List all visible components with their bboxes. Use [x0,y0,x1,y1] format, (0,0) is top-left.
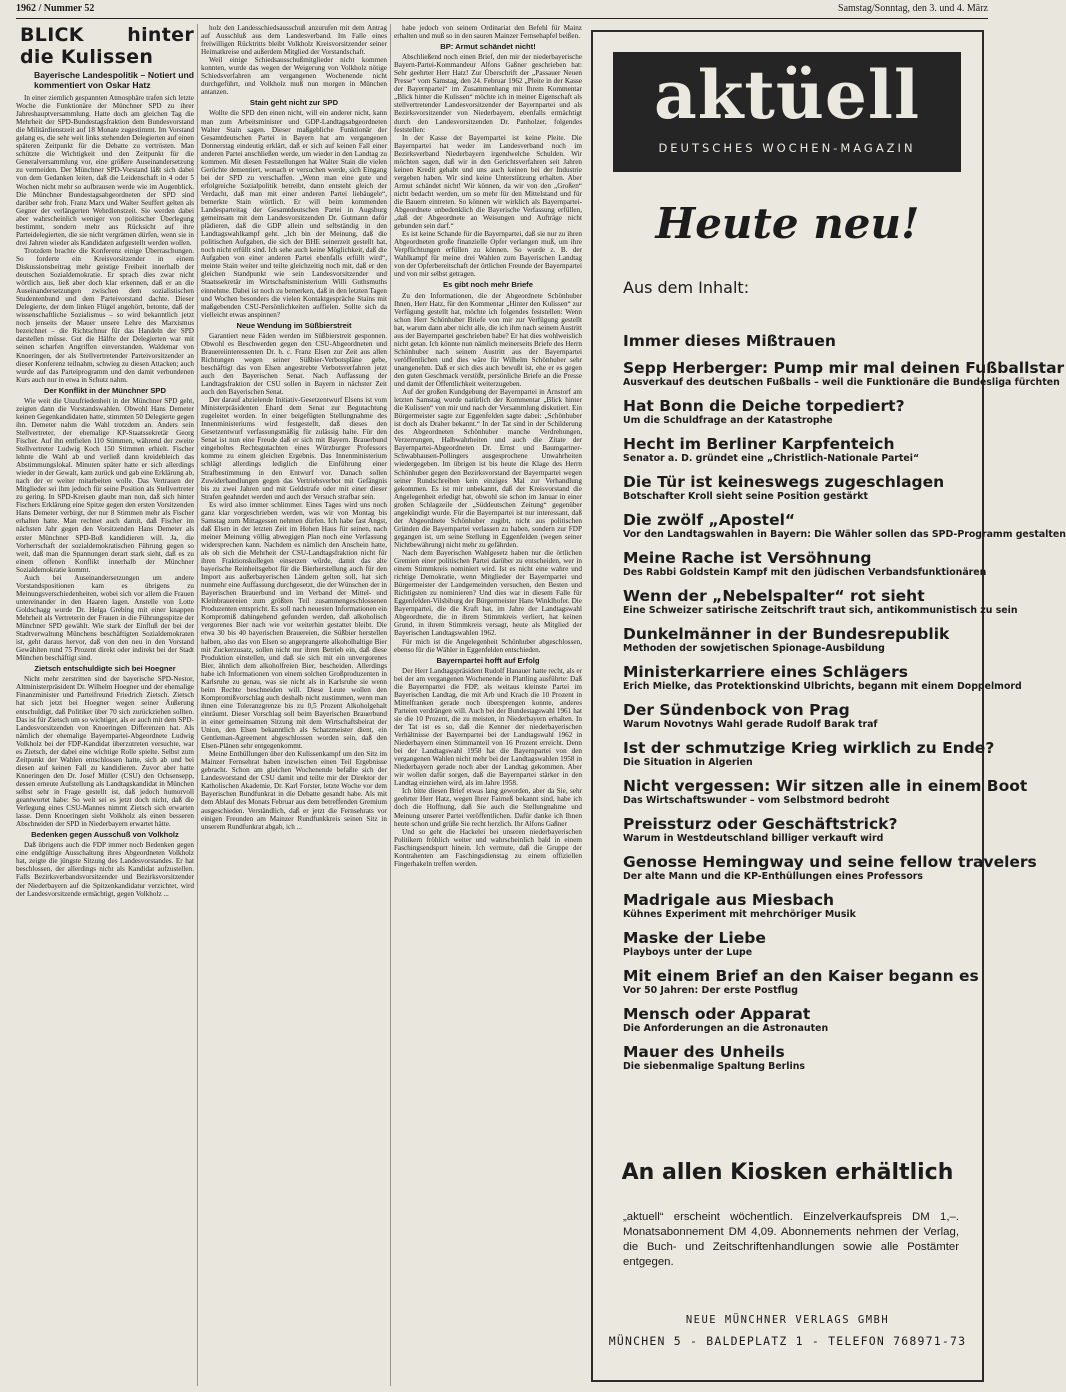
subscription-note: „aktuell“ erscheint wöchentlich. Einzelverkaufspreis DM 1,–. Monatsabonnement DM 4,09. Abonnements nehmen der Verlag, die Buch- und Zeitschriftenhandlungen sowie alle Postämter entgegen. [623,1211,959,1268]
article-paragraph: Wollte die SPD den einen nicht, will ein anderer nicht, kann man zum Arbeitsminister und GDP-Landtagsabgeordneten Walter Stain sagen. Dieser maßgebliche Funktionär der Gesamtdeutschen Partei in Bayern hat am vergangenen Donnerstag eindeutig erklärt, daß er sich auf keinen Fall einer anderen Partei anschließen werde, um wieder in den Landtag zu kommen. Mit diesen Feststellungen hat Walter Stain die vielen Gerüchte dementiert, wonach er versuchen werde, sich Eingang bei der SPD zu verschaffen. „Wenn man eine gute und erfolgreiche Sozialpolitik betreibt, dann entsteht gleich der Verdacht, daß man mit einer anderen Partei liebäugele“, bemerkte Stain wörtlich. Er will beim kommenden Landesparteitag der Gesamtdeutschen Partei in Augsburg gemeinsam mit dem Landesvorsitzenden Dr. Gutmann dafür plädieren, daß die GDP allein und selbständig in den Landtagswahlkampf geht. „Ich bin der Meinung, daß die politischen Aufgaben, die sich der BHE seinerzeit gestellt hat, noch nicht erfüllt sind. Ich sehe auch keine Möglichkeit, daß die Aufgaben von einer anderen Partei ebenfalls erfüllt wird“, meinte Stain weiter und teilte gleichzeitig noch mit, daß er den gleichen Standpunkt wie sein Landesvorsitzender und Staatssekretär im Wirtschaftsministerium Willi Guthsmuths einnehme. Dabei ist noch zu bemerken, daß in den letzten Tagen und Wochen besonders die vielen Kontaktgespräche Stains mit maßgebenden CSU-Persönlichkeiten auffielen. Sollte sich da vielleicht etwas anspinnen? [201,109,387,319]
contents-label: Aus dem Inhalt: [623,278,750,297]
issue-date: Samstag/Sonntag, den 3. und 4. März [838,3,988,14]
contents-item-subtitle: Die Anforderungen an die Astronauten [623,1023,829,1034]
contents-item [623,473,975,502]
article-column-1 [16,24,194,1386]
article-paragraph: Und so geht die Hackelei bei unseren niederbayerischen Politikern fröhlich weiter und wahrscheinlich bald in einem Faschingsendspurt hinein. Ich vermute, daß die Gruppe der Kontrahenten am Faschingsdienstag zu einem offiziellen Fingerhakeln treffen werden. [394,827,582,868]
contents-item-title: Dunkelmänner in der Bundesrepublik [623,625,950,643]
contents-item [623,967,979,996]
contents-item-subtitle: Warum Novotnys Wahl gerade Rudolf Barak traf [623,719,878,730]
contents-item-title: Ministerkarriere eines Schlägers [623,663,908,681]
magazine-logo: aktüell [653,56,921,134]
article-paragraph: In einer ziemlich gespannten Atmosphäre trafen sich letzte Woche die Funktionäre der Münchner SPD zu ihrer Jahreshauptversammlung. Hatte doch am gleichen Tag die Mehrheit der SPD-Bundestagsfraktion dem Bundesvorstand die Militärdienstzeit auf 18 Monate zugestimmt. Im Vorstand gelang es, die sehr weit links stehenden Delegierten auf einen späteren Zeitpunkt für die Debatte zu vertrösten. Man schützte die Wichtigkeit und den Zeitpunkt für die Generalversammlung vor, eine größere Auseinandersetzung zu vermeiden. Der Münchner SPD-Vorstand läßt sich dabei von dem Gedanken leiten, daß die Leidenschaft in 4 oder 5 Wochen nicht mehr so aufbrausen werde wie im Augenblick. Die Münchner Bundestagsabgeordneten der SPD sind darüber sehr froh. Franz Marx und Walter Seuffert gelten als Gegner der verlängerten Wehrdienstzeit. Sie werden dabei aber wahrscheinlich weniger von politischer Überlegung bestimmt, sondern mehr aus Rücksicht auf ihre Parteidelegierten, die sie nicht vergrämen dürfen, wenn sie in drei Jahren wieder als Kandidaten aufgestellt werden wollen. [16,94,194,247]
page-header [16,2,988,19]
contents-item [623,663,1022,692]
article-paragraph: Es wird also immer schlimmer. Eines Tages wird uns noch ganz klar vorgeschrieben werden, was wir von Montag bis Samstag zum Mittagessen nehmen dürfen. Ich habe fast Angst, daß Elsen in der letzten Zeit im Hohen Haus für seinen, nach meiner Meinung völlig abwegigen Plan noch eine Verfassung widersprechen kann. Nachdem es nämlich den Anschein hatte, als ob sich die Mehrheit der CSU-Landtagsfraktion nicht für ihren Fraktionskollegen einsetzen würde, damit das alte bayerische Reinheitsgebot für die Bierherstellung auch für den Import aus außerbayerischen Ländern gelten soll, hat sich nunmehr eine Auffassung durchgesetzt, die der Wünschen der in Bayerischen Brauerbund und im Verband der Mittel- und Kleinbrauereien zum größten Teil zusammengeschlossenen Produzenten entspricht. Es soll nach neuesten Informationen ein Kompromiß dahingehend gefunden werden, daß alkoholisch vergorenes Bier nach wie vor weiterhin gestattet bleibt. Die etwa 30 bis 40 bayerischen Brauereien, die Süßbier herstellen halben, also das von Elsen so angeprangerte alkoholhaltige Bier mit Zuckerzusatz, sollen nicht nur ihren Betrieb ein, daß diese Produktion einstellen, und daß sie sich mit ein unvergorenes Bier, ähnlich dem alkoholfreien Bier, bescheiden. Allerdings habe ich Informationen von einem solchen Großproduzenten in Karlsruhe zu genau, was sie nicht als in Karlsruhe sie wenn beim Rechte beschneiden will. Diese Leute wollen den Kompromißvorschlag auch deshalb nicht zustimmen, wenn man ihnen eine Toleranzgrenze bis zu 0,5 Prozent Alkoholgehalt einräumt. Dieser Vorschlag soll beim Bayerischen Brauerbund in einer gemeinsamen Sitzung mit dem Wirtschaftsbeirat der Union, den Elsen bekanntlich als Schatzmeister dient, ein Gentleman-Agreement abgeschlossen worden sein, daß den Elsen-Plänen sehr entgegenkommt. [201,500,387,751]
article-paragraph: Wie weit die Unzufriedenheit in der Münchner SPD geht, zeigten dann die Vorstandswahlen. Obwohl Hans Demeter keinen Gegenkandidaten hatte, stimmten 50 Delegierte gegen ihn. Demeter nahm die Wahl trotzdem an. Anders sein Stellvertreter, der ehemalige KP-Staatssekretär Georg Fischer. Auf ihn entfielen 110 Stimmen, während der zweite Stellvertreter Ludwig Koch 150 Stimmen erhielt. Fischer lehnte die Wahl ab und verließ dann kreidebleich das Abstimmungslokal. Minuten später hatte er sich allerdings wieder in der Gewalt, kam zurück und gab eine Erklärung ab, nach der er weiter mitarbeiten wolle. Das Vertrauen der Mitglieder sei ihm jedoch für seine Position als Stellvertreter zu gering. In SPD-Kreisen glaubt man nun, daß sich hinter Fischers Erklärung eine Spitze gegen den ersten Vorsitzenden Hans Demeter verbirgt, der nur 8 Stimmen mehr als Fischer erhalten hatte. Man rechnet auch damit, daß Fischer im nächsten Jahr gegen den Vorsitzenden Hans Demeter als erster Münchner SPD-Boß kandidieren will. Ja, die Vorherrschaft der sozialdemokratischen Führung gegen so weit, daß man die Spannungen derart stark sieht, daß es zu einem offenen Konflikt innerhalb der Münchner Sozialdemokratie kommt. [16,396,194,574]
contents-item-subtitle: Senator a. D. gründet eine „Christlich-Nationale Partei“ [623,453,920,464]
article-paragraph: Ich bitte diesen Brief etwas lang geworden, aber da Sie, sehr geehrter Herr Hatz, wegen Ihrer Fairneß bekannt sind, habe ich doch die Hoffnung, daß Sie auch die Stellungnahme und Meinung unserer Partei veröffentlichen. Dafür danke ich Ihnen heute schon und grüße Sie recht herzlich. Ihr Alfons Gaßner [394,787,582,828]
article-paragraph: Auch bei Auseinandersetzungen um andere Vorstandspositionen kam es übrigens zu Meinungsverschiedenheiten, wobei sich vor allem die Frauen untereinander in den Haaren lagen. Anstelle von Lotte Goldschagg wurde Dr. Helga Grebing mit einer knappen Mehrheit als Vertreterin der Frauen in die Führungsspitze der Münchner SPD gewählt. Wie stark der Einfluß der bei der Stadtverwaltung Münchens beschäftigten Sozialdemokraten ist, geht daraus hervor, daß von den neu in den Vorstand Gewählten rund 75 Prozent direkt oder indirekt bei der Stadt München beschäftigt sind. [16,573,194,663]
article-title: BLICK hinter die Kulissen [20,24,194,68]
article-paragraph: Garantiert neue Fäden werden im Süßbierstreit gesponnen. Obwohl es Beschwerden gegen den CSU-Abgeordneten und Brauereiinteressenten Dr. h. c. Franz Elsen zur Zeit aus allen Richtungen wegen seiner Süßbier-Verbotspläne gebe, beschäftigt das von Elsen angestrebte Verbotsverfahren jetzt auch den Bayerischen Senat. Nach Auffassung der Landtagsfraktion der CSU sollen in Bayern in nächster Zeit auch den Bayerischen Senat. [201,331,387,397]
contents-item-title: Maske der Liebe [623,929,766,947]
contents-item-subtitle: Vor 50 Jahren: Der erste Postflug [623,985,798,996]
section-heading: Bedenken gegen Ausschuß von Volkholz [31,830,179,840]
article-paragraph: holz den Landesschiedsausschuß anzurufen mit dem Antrag auf Ausschluß aus dem Landesverband. Im Falle eines freiwilligen Rücktritts bleibt Volkholz Kreisvorsitzender seiner Heimatkreise und außerdem Mitglied der Vorstandschaft. [201,24,387,57]
contents-item [623,359,1065,388]
publisher-name: NEUE MÜNCHNER VERLAGS GMBH [685,1314,890,1326]
article-paragraph: Weil einige Schiedsausschußmitglieder nicht kommen konnten, wurde das wegen der Weigerung von Volkholz nötige Schiedsverfahren am vergangenen Wochenende nicht durchgeführt, und Volkholz muß nun morgen in München antanzen. [201,56,387,97]
contents-item [623,815,975,844]
article-paragraph: Nicht mehr zerstritten sind der bayerische SPD-Nestor, Altministerpräsident Dr. Wilhelm Hoegner und der ehemalige Finanzminister und Parteifreund Friedrich Zietsch. Zietsch hat sich jetzt bei Hoegner wegen seiner Äußerung entschuldigt, daß Politiker über 70 sich zurückziehen sollten. Das ist für Zietsch um so wichtiger, als er auch mit dem SPD-Landesvorsitzenden von Knoeringen Differenzen hat. Als nämlich der ehemalige Bayernpartei-Abgeordnete Ludwig Volkholz bei der FDP-Kandidat überzutreten versuchte, war es Zietsch, der dabei eine wichtige Rolle spielte. Selbst zum Zeitpunkt der Wahlen entschlossen hatte, sich ab und bei diesen auf keinen Fall zu kandidieren. Zuvor aber hatte Knoeringen den Dr. Josef Müller (CSU) den Ochsensepp, dessen erneute Aufstellung als Landtagskandidat in München selbst sehr in Frage gestellt ist, daß jedoch humorvoll geantwortet habe: So weit sei es jetzt doch nicht, daß die Verlegung eines CSU-Mannes nimmt Zietsch sich erwarten lasse. Denn Knoeringen sieht Volkholz als einen besseren Abschneiden der SPD in Niederbayern erwartet hätte. [16,675,194,829]
contents-item [623,549,987,578]
article-paragraph: Zu den Informationen, die der Abgeordnete Schönhuber Ihnen, Herr Hatz, für den Kommentar „Hinter den Kulissen“ zur Verfügung gestellt hat, möchte ich folgendes feststellen: Wenn schon Herr Schönhuber Briefe von mir zur Verfügung gestellt hat, warum dann aber nicht alle, die ich ihm nach seinem Austritt aus der Bayernpartei geschrieben habe? Er hat dies wohlweislich nicht getan. Ich könnte nun nämlich meinerseits Briefe des Herrn Schönhuber nach seinem Austritt aus der Bayernpartei veröffentlichen und dies wäre für Wilhelm Schönhuber sehr unangenehm. Daß er sich dies auch bewußt ist, ehe er es gegen den guten Geschmack verstößt, persönliche Briefe an die Presse und damit der Öffentlichkeit weiterzugeben. [394,291,582,389]
contents-item-title: Preissturz oder Geschäftstrick? [623,815,898,833]
article-paragraph: In der Kasse der Bayernpartei ist keine Pleite. Die Bayernpartei hat weder im Landesverband noch im Bezirksverband Niederbayern irgendwelche Schulden. Wir möchten sagen, daß wir in den Gerichtsverfahren seit Jahren keinen Kredit gehabt und uns auch keinen bei der Industrie vergeben haben. Wir sind keine Unterstützung erhalten. Aber Armut schändet nicht! Wir können, da wir von den „Großen“ nicht bedacht werden, um so mehr für den Mittelstand und für die Bauern eintreten. So können wir wirklich als Bayernpartei-Abgeordnete unbedenklich die Bayerische Verfassung erfüllen, „daß der Abgeordnete an Weisungen und Aufträge nicht gebunden sein darf.“ [394,133,582,231]
article-column-2 [201,24,387,1386]
magazine-tagline: DEUTSCHES WOCHEN-MAGAZIN [658,141,916,155]
article-paragraph: Es ist keine Schande für die Bayernpartei, daß sie nur zu ihren Abgeordneten große finanzielle Opfer verlangen muß, um ihre Verpflichtungen erfüllen zu können. So wurde z. B. der Wahlkampf für meine drei Wahlen zum Bayerischen Landtag von der Opferbereitschaft der örtlichen Freunde der Bayernpartei und von mir selbst getragen. [394,230,582,279]
section-heading: Es gibt noch mehr Briefe [443,280,533,290]
section-heading: Der Konflikt in der Münchner SPD [44,385,166,395]
contents-item-subtitle: Des Rabbi Goldstein Kampf mit den jüdischen Verbandsfunktionären [623,567,987,578]
contents-item-title: Die Tür ist keineswegs zugeschlagen [623,473,945,491]
contents-item [623,929,975,958]
contents-item-title: Die zwölf „Apostel“ [623,511,796,529]
article-paragraph: Der darauf abzielende Initiativ-Gesetzentwurf Elsens ist vom Ministerpräsidenten Ehard dem Senat zur Begutachtung zugeleitet worden. In einer beigefügten Stellungnahme des Innenministeriums wird festgestellt, daß dieses den Gesetzentwurf verfassungsmäßig für zulässig halte. Für den Senat ist nun eine Freude daß er sich mit Bayern. Brauerbund eingeholtes Rechtsgutachten eines Würzburger Professors komme zu einem gleichen Ergebnis. Das Innenministerium schlägt allerdings lediglich die Einführung einer Strafbestimmung in den Entwurf vor. Danach sollen Zuwiderhandlungen gegen das Vertriebsverbot mit Gefängnis bis zu zwei Jahren und mit Geldstrafe oder mit einer dieser Strafen geahndet werden und auch der Versuch strafbar sein. [201,396,387,501]
contents-item-subtitle: Playboys unter der Lupe [623,947,753,958]
issue-number: 1962 / Nummer 52 [16,3,95,14]
article-paragraph: Auf der großen Kundgebung der Bayernpartei in Arnstorf am letzten Samstag wurde natürlich der Kommentar „Blick hinter die Kulissen“ von mir und nach der Versammlung diskutiert. Ein Bürgermeister sagte zur Eggenfelden sagte dabei: „Schönhuber ist doch als Draher bekannt.“ In der Tat sind in der Schilderung des Abgeordneten Schönhuber manche Verdrehungen, Verzerrungen, Halbwahrheiten und auch die Zitate der Bayernpartei-Abgeordneten Dr. Ernst und Baumgartner-Schwabhausen-Pollingers ausgesprochene Unwahrheiten wiedergegeben. Im übrigen ist bis heute die Klage des Herrn Schönhuber gegen den Bezirksvorstand der Bayernpartei wegen seiner Rundschreiben kein einziges Mal zur Verhandlung gekommen. Es ist mir unbekannt, daß der Kreisvorstand die Angelegenheit erledigt hat, obwohl sie schon im Januar in einer großen Schlagzeile der „Süddeutschen Zeitung“ gegenüber angekündigt wurde. Für die Bayernpartei ist nur interessant, daß der Abgeordnete Schönhuber zugibt, nicht aus politischen Gründen die Bayernpartei verlassen zu haben, sondern zur FDP gegangen ist, um seine Stellung in Eggenfelden (wegen seiner Nichtbewährung) nicht mehr zu gefährden. [394,388,582,549]
article-subtitle: Bayerische Landespolitik – Notiert und kommentiert von Oskar Hatz [34,70,194,90]
contents-item-subtitle: Erich Mielke, das Protektionskind Ulbrichts, begann mit einem Doppelmord [623,681,1022,692]
section-heading: BP: Armut schändet nicht! [440,42,536,52]
contents-item-title: Ist der schmutzige Krieg wirklich zu Ende? [623,739,995,757]
contents-item [623,701,975,730]
column-rule [197,24,198,1386]
contents-item-subtitle: Kühnes Experiment mit mehrchöriger Musik [623,909,856,920]
magazine-masthead [613,52,961,172]
contents-item [623,511,1066,540]
contents-item-title: Genosse Hemingway und seine fellow travelers [623,853,1037,871]
contents-item-title: Wenn der „Nebelspalter“ rot sieht [623,587,925,605]
section-heading: Bayernpartei hofft auf Erfolg [436,655,540,665]
aktuell-advertisement [591,30,1066,1382]
contents-item-title: Meine Rache ist Versöhnung [623,549,872,567]
article-paragraph: Daß übrigens auch die FDP immer noch Bedenken gegen eine endgültige Ausschaltung ihres Abgeordneten Volkholz hat, zeigte die jüngste Sitzung des Landesvorstandes. Er hat beschlossen, der allerdings nicht als Kandidat aufzustellen. Falls Bezirksverbandsvorsitzender und Bezirksvorsitzender der Niederbayern auf die Spitzenkandidatur verzichtet, wird der Landesvorsitzende ermächtigt, gegen Volkholz ... [16,841,194,898]
contents-item-subtitle: Eine Schweizer satirische Zeitschrift traut sich, antikommunistisch zu sein [623,605,1018,616]
article-paragraph: habe jedoch von seinem Ordinariat den Befehl für Mainz erhalten und muß so in den sauren Mainzer Fernsehapfel beißen. [394,24,582,41]
article-paragraph: Für mich ist die Angelegenheit Schönhuber abgeschlossen, ebenso für die Wähler in Eggenfelden entschieden. [394,637,582,654]
contents-item-subtitle: Die siebenmalige Spaltung Berlins [623,1061,805,1072]
contents-item [623,587,1018,616]
article-column-3 [394,24,582,1386]
contents-item [623,332,975,350]
contents-item-subtitle: Botschafter Kroll sieht seine Position gestärkt [623,491,869,502]
contents-item-title: Mit einem Brief an den Kaiser begann es [623,967,979,985]
article-paragraph: Meine Enthüllungen über den Kulissenkampf um den Sitz im Mainzer Fernsehrat haben inzwischen einen Teil Ergebnisse gebracht. Schon am gleichen Wochenende befaßte sich der Landesvorstand der CSU damit und teilte mir der Direktor der Katholischen Akademie, Dr. Karl Forster, letzte Woche vor dem Bayerischen Rundfunkrat in die Debatte gesandt habe. Als mit dem Ablauf des Monats Februar aus dem betreffenden Gremium ausgeschieden. Verständlich, daß er jetzt die Fernsehrats vor einigen Freunden am Mainzer Rundfunkkreis seinen Sitz in unserem Rundfunkrat abgab, ich ... [201,750,387,831]
contents-item-title: Der Sündenbock von Prag [623,701,850,719]
article-paragraph: Abschließend noch einen Brief, den mir der niederbayerische Bayern-Partei-Kommandeur Alfons Gaßner geschrieben hat: Sehr geehrter Herr Hatz! Zur Überschrift der „Passauer Neuen Presse“ vom Samstag, den 24. Februar 1962 „Pleite in der Kasse der Bayernpartei“ im Zusammenhang mit Ihrem Kommentar „Blick hinter die Kulissen“ möchte ich in meiner Eigenschaft als stellvertretender Landesvorsitzender der Bayernpartei und als Bezirksvorsitzender von Niederbayern, ebenfalls ermächtigt durch den Landesvorsitzenden Dr. Panholzer, folgendes feststellen: [394,53,582,134]
contents-item [623,397,975,426]
contents-item [623,1005,975,1034]
contents-item-title: Sepp Herberger: Pump mir mal deinen Fußballstar [623,359,1065,377]
contents-item [623,777,1028,806]
contents-item-subtitle: Vor den Landtagswahlen in Bayern: Die Wähler sollen das SPD-Programm gestalten [623,529,1066,540]
contents-item [623,739,995,768]
contents-item-title: Mensch oder Apparat [623,1005,811,1023]
publisher-address: MÜNCHEN 5 - BALDEPLATZ 1 - TELEFON 768971-73 [608,1334,967,1348]
contents-item-subtitle: Ausverkauf des deutschen Fußballs – weil die Funktionäre die Bundesliga fürchten [623,377,1060,388]
contents-item-subtitle: Warum in Westdeutschland billiger verkauft wird [623,833,884,844]
kiosk-slogan: An allen Kiosken erhältlich [621,1160,954,1185]
contents-list [623,332,1066,1081]
contents-item-title: Hat Bonn die Deiche torpediert? [623,397,905,415]
article-paragraph: Trotzdem brachte die Konferenz einige Überraschungen. So forderte ein Kreisvorsitzender in einem Diskussionsbeitrag mehr geistige Freiheit innerhalb der deutschen Sozialdemokratie. Er sprach dies zwar nicht wörtlich aus, ließ aber doch klar erkennen, daß er an die Auseinandersetzungen zwischen dem sozialistischen Studentenbund und dem Parteivorstand dachte. Dieser Delegierte, der dem linken Flügel angehört, betonte, daß der wissenschaftliche Sozialismus – so wird bekanntlich jetzt noch jenseits der Mauer unsere Lehre des Marxismus bezeichnet – die Richtschnur für das Handeln der SPD darstellen müsse. Gut die Hälfte der Delegierten war mit seinen scharfen Angriffen einverstanden. Waldemar von Knoeringen, der als Stellvertretender Parteivorsitzender an dieser Konferenz teilnahm, schwieg zu diesen Attacken; auch wurde auf das Parteiprogramm und den damit verbundenen Kurs auch nur in etwa in Schutz nahm. [16,246,194,384]
contents-item-subtitle: Die Situation in Algerien [623,757,753,768]
contents-item [623,853,1037,882]
contents-item-title: Mauer des Unheils [623,1043,785,1061]
ad-headline: Heute neu! [655,199,920,248]
contents-item-subtitle: Der alte Mann und die KP-Enthüllungen eines Professors [623,871,923,882]
contents-item-title: Immer dieses Mißtrauen [623,332,836,350]
article-paragraph: Nach dem Bayerischen Wahlgesetz haben nur die örtlichen Gremien einer politischen Partei darüber zu entscheiden, wer in einem Stimmkreis nominiert wird. Ist es nicht eine wahre und richtige Demokratie, wenn Mitglieder der Bayernpartei und Bürgermeister der Landgemeinden versuchen, den Besten und Richtigsten zu nominieren? Und dies war in diesem Falle für Eggenfelden-Vilsbiburg der Bürgermeister Hans Winklhofer. Die Bayernpartei, die die Kraft hat, im Jahre der Landtagswahl Abgeordnete, die in ihrem Stimmkreis verliert, hat keinen Grund, in ihrem Stimmkreis versagt, heute als Mitglied der Bayerischen Landtagswahlen 1962. [394,549,582,638]
contents-item-title: Nicht vergessen: Wir sitzen alle in einem Boot [623,777,1028,795]
section-heading: Zietsch entschuldigte sich bei Hoegner [34,664,176,674]
contents-item-title: Madrigale aus Miesbach [623,891,835,909]
section-heading: Neue Wendung im Süßbierstreit [236,320,352,330]
contents-item [623,435,975,464]
section-heading: Stain geht nicht zur SPD [249,98,339,108]
column-rule [390,24,391,1386]
article-paragraph: Der Herr Landtagspräsident Rudolf Hanauer hatte recht, als er bei der am vergangenen Wochenende in Plattling ausführte: Daß die Bayernpartei die FDP, als weitaus kleinste Partei im Bayerischen Landtag, die mit Arb und Krach die 10 Prozent in Mittelfranken gerade noch übersprengen konnte, anderes Parteien verdrängen will. Auch bei der Bundestagswahl 1961 hat sie die 10 Prozent, die zu meisten, in Niederbayern erhalten. In der Tat ist es so, daß die Kenner der niederbayerischen Verhältnisse der Bayernpartei bei der Landtagswahl 1962 in Niederbayern einen Stimmanteil von 16 Prozent erreicht. Denn bei der Landtagswahl 1958 hat die Bayernpartei von den vergangenen Wahlen nicht mehr bei der Landtagswahlen 1958 in Niederbayern gerade noch aber der Landtag gekommen. Aber wir wollen dafür sorgen, daß die Bayernpartei stärker in den Landtag einziehen wird, als im Jahre 1958. [394,666,582,788]
contents-item-title: Hecht im Berliner Karpfenteich [623,435,895,453]
contents-item [623,891,975,920]
contents-item [623,625,975,654]
contents-item-subtitle: Das Wirtschaftswunder – vom Selbstmord bedroht [623,795,890,806]
contents-item-subtitle: Um die Schuldfrage an der Katastrophe [623,415,833,426]
contents-item-subtitle: Methoden der sowjetischen Spionage-Ausbildung [623,643,885,654]
contents-item [623,1043,975,1072]
